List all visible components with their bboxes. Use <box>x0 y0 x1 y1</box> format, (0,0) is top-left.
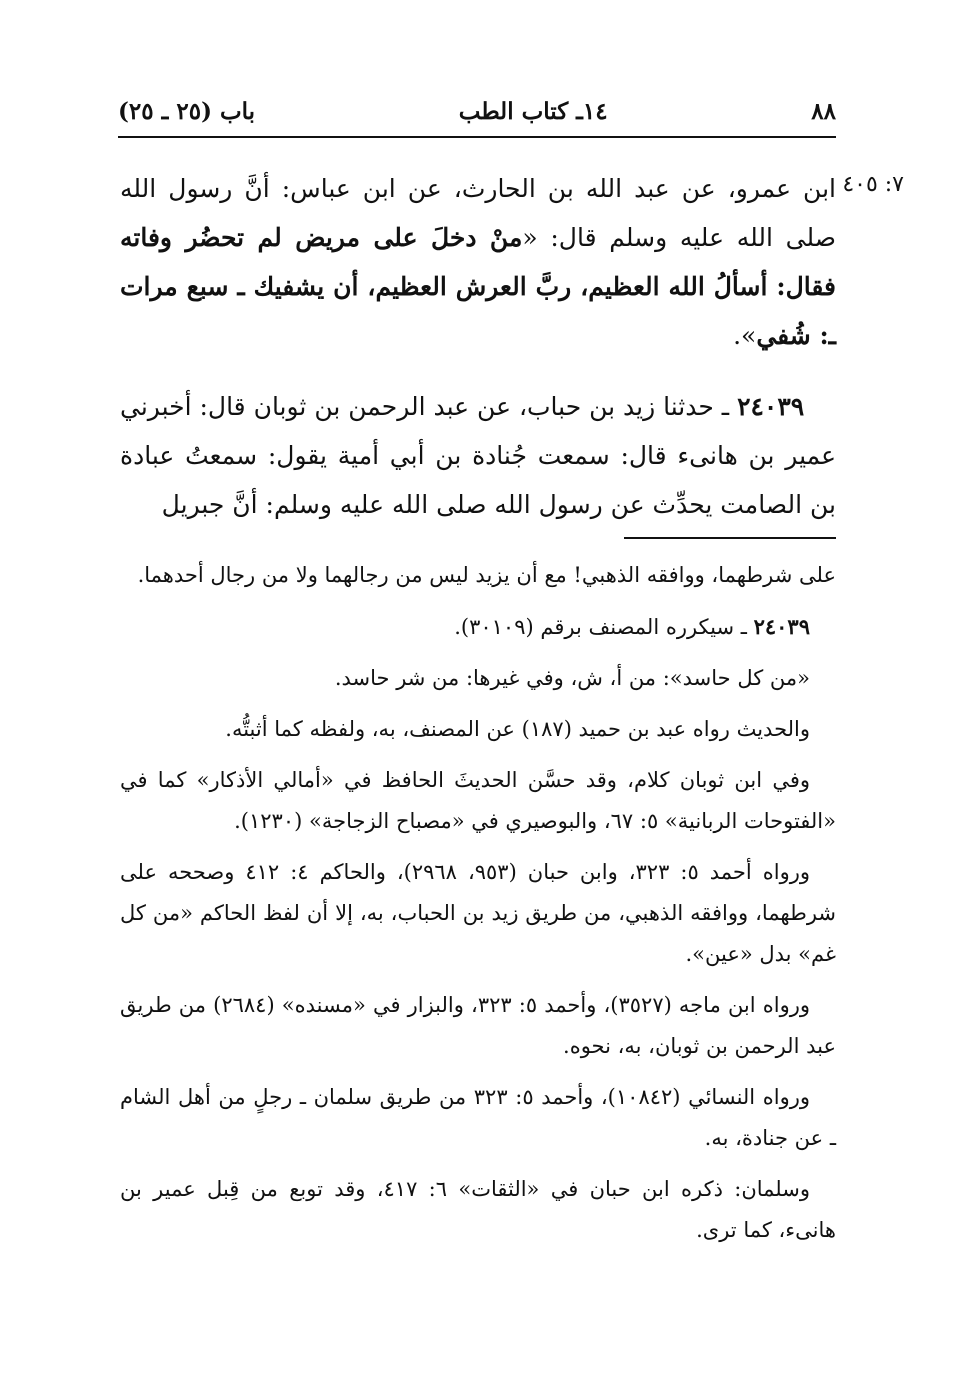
footnote-separator <box>624 537 836 539</box>
footnote-item: وفي ابن ثوبان كلام، وقد حسَّن الحديثَ الحافظ في «أمالي الأذكار» كما في «الفتوحات الربانية» ٥: ٦٧، والبوصيري في «مصباح الزجاجة» (١٢٣٠). <box>120 768 836 833</box>
page-number: ٨٨ <box>811 98 836 125</box>
footnote-item: والحديث رواه عبد بن حميد (١٨٧) عن المصنف، به، ولفظه كما أثبتُّه. <box>225 717 810 741</box>
footnote-continuation: على شرطهما، ووافقه الذهبي! مع أن يزيد ليس من رجالهما ولا من رجال أحدهما. <box>137 563 836 587</box>
main-paragraph-1 <box>120 164 836 360</box>
footnote-item: ورواه النسائي (١٠٨٤٢)، وأحمد ٥: ٣٢٣ من طريق سلمان ـ رجلٍ من أهل الشام ـ عن جنادة، به. <box>120 1085 836 1150</box>
footnote-item: وسلمان: ذكره ابن حبان في «الثقات» ٦: ٤١٧، وقد توبع من قِبل عمير بن هانىء، كما ترى. <box>120 1177 836 1242</box>
footnote-text: ـ سيكرره المصنف برقم (٣٠١٠٩). <box>454 615 754 639</box>
p1-text-before: ابن عمرو، عن عبد الله بن الحارث، عن ابن عباس: أنَّ رسول الله صلى الله عليه وسلم قال: « <box>120 174 837 252</box>
footnote-item: ورواه أحمد ٥: ٣٢٣، وابن حبان (٩٥٣، ٢٩٦٨)، والحاكم ٤: ٤١٢ وصححه على شرطهما، ووافقه الذهبي، من طريق زيد بن الحباب، به، إلا أن لفظ الحاكم «من كل غم» بدل «عين». <box>120 860 836 966</box>
footnote-item <box>120 606 836 648</box>
p1-text-after: ». <box>733 321 757 350</box>
footnotes <box>120 555 836 1261</box>
footnote-item: «من كل حاسد»: من أ، ش، وفي غيرها: من شر حاسد. <box>334 666 810 690</box>
side-reference: ٧: ٤٠٥ <box>842 172 904 197</box>
hadith-number: ٢٤٠٣٩ <box>737 392 805 421</box>
book-title: ١٤ـ كتاب الطب <box>458 98 608 125</box>
chapter-title: باب (٢٥ ـ ٢٥) <box>118 98 256 125</box>
p2-text: ـ حدثنا زيد بن حباب، عن عبد الرحمن بن ثوبان قال: أخبرني عمير بن هانىء قال: سمعت جُنادة بن أبي أمية يقول: سمعتُ عبادة بن الصامت يحدِّث عن رسول الله صلى الله عليه وسلم: أنَّ جبريل <box>120 392 836 519</box>
p1-hadith-quote: منْ دخلَ على مريض لم تحضُر وفاته فقال: أسألُ الله العظيم، ربَّ العرش العظيم، أن يشفيك ـ سبع مرات ـ: شُفي <box>120 223 836 350</box>
footnote-item: ورواه ابن ماجه (٣٥٢٧)، وأحمد ٥: ٣٢٣، والبزار في «مسنده» (٢٦٨٤) من طريق عبد الرحمن بن ثوبان، به، نحوه. <box>120 993 836 1058</box>
main-paragraph-2 <box>120 382 836 529</box>
main-text <box>120 164 836 529</box>
header-rule <box>118 136 836 138</box>
footnote-hadith-number: ٢٤٠٣٩ <box>753 614 810 639</box>
page-header <box>118 84 836 132</box>
